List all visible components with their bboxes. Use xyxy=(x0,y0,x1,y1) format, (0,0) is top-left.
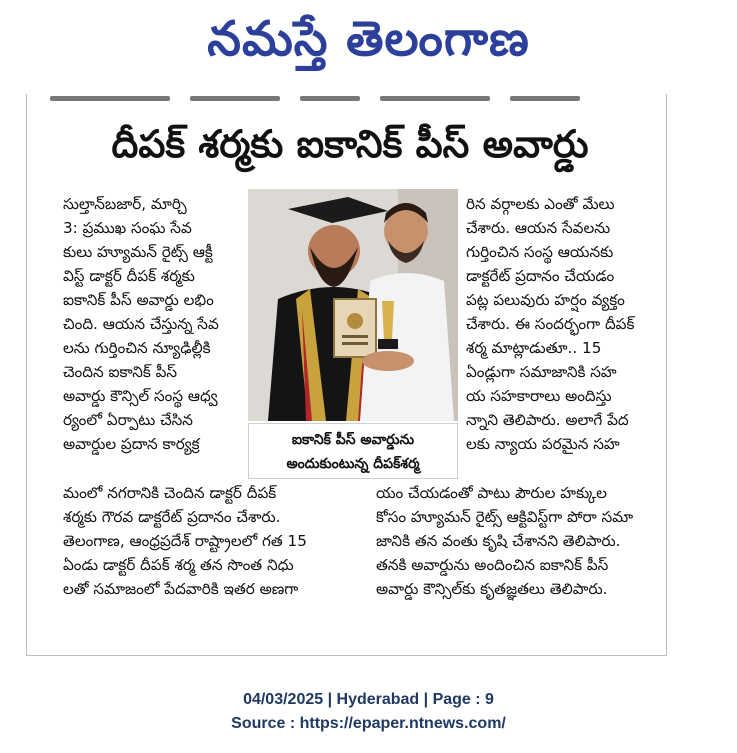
article-column-right xyxy=(466,192,648,456)
article-column-left xyxy=(63,192,243,456)
text-line: కులు హ్యూమన్ రైట్స్ ఆక్టీ xyxy=(63,243,213,261)
text-line: శర్మ మాట్లాడుతూ.. 15 xyxy=(466,339,602,357)
text-line: ర్యంలో ఏర్పాటు చేసిన xyxy=(63,411,193,429)
clipping-footer xyxy=(0,688,737,736)
text-line: లను గుర్తించిన న్యూఢిల్లీకి xyxy=(63,339,211,357)
text-line: కోసం హ్యూమన్ రైట్స్ ఆక్టివిస్ట్‌గా పోరా సమా xyxy=(376,508,634,526)
award-photo-illustration xyxy=(248,189,458,421)
text-line: అవార్డు కౌన్సిల్ సంస్థ ఆధ్వ xyxy=(63,387,218,405)
cut-text-strip xyxy=(40,94,600,104)
clipping-border-bottom xyxy=(26,655,667,656)
caption-line: ఐకానిక్ పీస్ అవార్డును xyxy=(291,432,415,448)
article-headline: దీపక్ శర్మకు ఐకానిక్ పీస్ అవార్డు xyxy=(111,122,589,166)
text-line: 3: ప్రముఖ సంఘ సేవ xyxy=(63,219,192,237)
text-line: చేశారు. ఈ సందర్భంగా దీపక్ xyxy=(466,315,635,333)
text-line: లకు న్యాయ పరమైన సహ xyxy=(466,435,620,453)
award-photo xyxy=(248,189,458,421)
clipping-border-left xyxy=(26,94,27,656)
text-line: తనకి అవార్డును అందించిన ఐకానిక్ పీస్ xyxy=(376,556,609,574)
text-line: రిన వర్గాలకు ఎంతో మేలు xyxy=(466,195,615,213)
text-line: అవార్డు కౌన్సిల్‌కు కృతజ్ఞతలు తెలిపారు. xyxy=(376,580,608,598)
newspaper-masthead xyxy=(0,4,737,74)
text-line: విస్ట్ డాక్టర్ దీపక్ శర్మకు xyxy=(63,267,195,285)
text-line: చింది. ఆయన చేస్తున్న సేవ xyxy=(63,315,219,333)
text-line: యం చేయడంతో పాటు పౌరుల హక్కుల xyxy=(376,484,607,502)
text-line: తెలంగాణ, ఆంధ్రప్రదేశ్ రాష్ట్రాలలో గత 15 xyxy=(63,532,307,550)
text-line: అవార్డుల ప్రదాన కార్యక్ర xyxy=(63,435,200,453)
text-line: జానికి తన వంతు కృషి చేశానని తెలిపారు. xyxy=(376,532,621,550)
text-line: మంలో నగరానికి చెందిన డాక్టర్ దీపక్ xyxy=(63,484,277,502)
text-line: చేశారు. ఆయన సేవలను xyxy=(466,219,611,237)
text-line: గుర్తించిన సంస్థ ఆయనకు xyxy=(466,243,614,261)
text-line: లతో సమాజంలో పేదవారికి ఇతర అణగా xyxy=(63,580,299,598)
text-line: న్నాని తెలిపారు. అలాగే పేద xyxy=(466,411,629,429)
text-line: పట్ల పలువురు హర్షం వ్యక్తం xyxy=(466,291,625,309)
article-column-bottom-left xyxy=(63,481,353,601)
text-line: శర్మకు గౌరవ డాక్టరేట్ ప్రదానం చేశారు. xyxy=(63,508,281,526)
text-line: సుల్తాన్‌బజార్, మార్చి xyxy=(63,195,187,213)
text-line: ఏండు డాక్టర్ దీపక్ శర్మ తన సొంత నిధు xyxy=(63,556,294,574)
photo-caption xyxy=(248,423,458,479)
masthead-title: నమస్తే తెలంగాణ xyxy=(207,11,530,67)
text-line: ఐకానిక్ పీస్ అవార్డు లభిం xyxy=(63,291,214,309)
caption-line: అందుకుంటున్న దీపక్‌శర్మ xyxy=(286,456,420,472)
text-line: య సహకారాలు అందిస్తు xyxy=(466,387,612,405)
text-line: ఏండ్లుగా సమాజానికి సహ xyxy=(466,363,617,381)
article-column-bottom-right xyxy=(376,481,648,601)
footer-date-location: 04/03/2025 | Hyderabad | Page : 9 xyxy=(243,691,494,708)
text-line: డాక్టరేట్ ప్రదానం చేయడం xyxy=(466,267,615,285)
text-line: చెందిన ఐకానిక్ పీస్ xyxy=(63,363,178,381)
clipping-border-right xyxy=(666,94,667,656)
footer-source: Source : https://epaper.ntnews.com/ xyxy=(231,715,506,732)
